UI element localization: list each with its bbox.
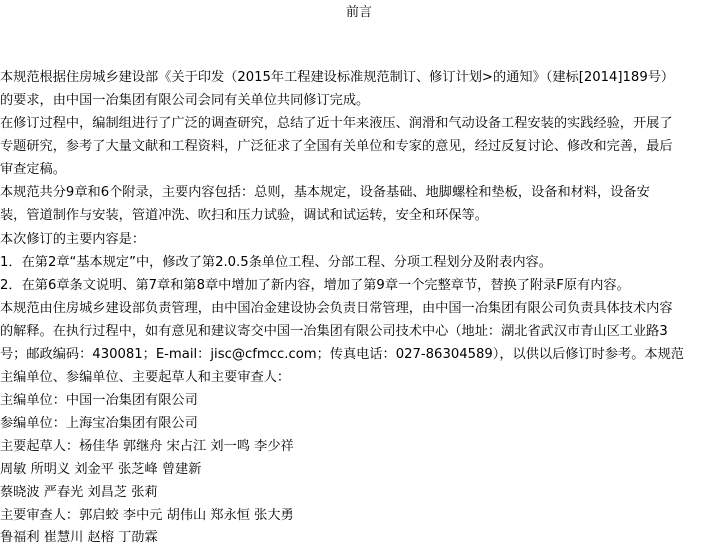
list-item: 1．在第2章“基本规定”中，修改了第2.0.5条单位工程、分部工程、分项工程划分及附表内容。 bbox=[0, 255, 552, 270]
reviewers-line: 主要审查人：郭启蛟 李中元 胡伟山 郑永恒 张大勇 bbox=[0, 508, 294, 523]
drafters-line: 蔡晓波 严春光 刘昌芝 张莉 bbox=[0, 485, 158, 500]
paragraph-line: 主编单位、参编单位、主要起草人和主要审查人： bbox=[0, 370, 291, 385]
paragraph-line: 本规范由住房城乡建设部负责管理，由中国冶金建设协会负责日常管理，由中国一冶集团有限公司负责具体技术内容 bbox=[0, 301, 673, 316]
drafters-line: 主要起草人：杨佳华 郭继舟 宋占江 刘一鸣 李少祥 bbox=[0, 439, 294, 454]
paragraph-line: 的要求，由中国一冶集团有限公司会同有关单位共同修订完成。 bbox=[0, 93, 370, 108]
paragraph-line: 装，管道制作与安装，管道冲洗、吹扫和压力试验，调试和试运转，安全和环保等。 bbox=[0, 208, 488, 223]
list-item: 2．在第6章条文说明、第7章和第8章中增加了新内容，增加了第9章一个完整章节，替换了附录F原有内容。 bbox=[0, 278, 630, 293]
document-title: 前言 bbox=[345, 5, 372, 20]
reviewers-line: 鲁福利 崔慧川 赵榕 丁劭霖 bbox=[0, 530, 158, 545]
drafters-line: 周敏 所明义 刘金平 张芝峰 曾建新 bbox=[0, 462, 202, 477]
paragraph-line: 在修订过程中，编制组进行了广泛的调查研究，总结了近十年来液压、润滑和气动设备工程安装的实践经验，开展了 bbox=[0, 116, 673, 131]
paragraph-line: 本次修订的主要内容是： bbox=[0, 232, 146, 247]
paragraph-line: 的解释。在执行过程中，如有意见和建议寄交中国一冶集团有限公司技术中心（地址：湖北省武汉市青山区工业路3 bbox=[0, 324, 668, 339]
participant-unit-line: 参编单位：上海宝冶集团有限公司 bbox=[0, 416, 198, 431]
paragraph-line: 专题研究，参考了大量文献和工程资料，广泛征求了全国有关单位和专家的意见，经过反复讨论、修改和完善，最后 bbox=[0, 139, 673, 154]
editor-unit-line: 主编单位：中国一冶集团有限公司 bbox=[0, 393, 198, 408]
paragraph-line: 号；邮政编码：430081；E-mail：jisc@cfmcc.com；传真电话：027-86304589），以供以后修订时参考。本规范 bbox=[0, 347, 684, 362]
paragraph-line: 本规范根据住房城乡建设部《关于印发（2015年工程建设标准规范制订、修订计划>的通知》（建标[2014]189号） bbox=[0, 70, 675, 85]
paragraph-line: 审查定稿。 bbox=[0, 162, 66, 177]
paragraph-line: 本规范共分9章和6个附录，主要内容包括：总则，基本规定，设备基础、地脚螺栓和垫板，设备和材料，设备安 bbox=[0, 185, 650, 200]
